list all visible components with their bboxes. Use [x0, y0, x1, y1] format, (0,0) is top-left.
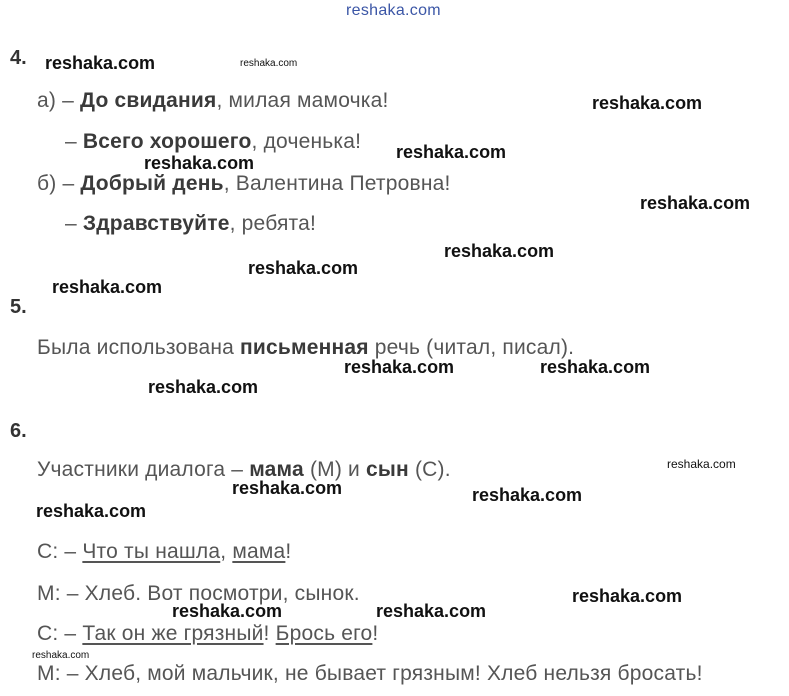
line-prefix: –: [65, 212, 83, 235]
task-4-number: 4.: [10, 47, 27, 69]
watermark: reshaka.com: [376, 601, 487, 621]
dialogue-line-2: М: – Хлеб. Вот посмотри, сынок.: [37, 582, 360, 605]
watermark: reshaka.com: [344, 357, 455, 377]
underlined-phrase: Так он же грязный: [82, 622, 264, 645]
watermark: reshaka.com: [240, 58, 298, 69]
watermark: reshaka.com: [472, 485, 583, 505]
dialogue-line-4: М: – Хлеб, мой мальчик, не бывает грязным! Хлеб нельзя бросать!: [37, 662, 703, 685]
speaker-prefix: С: –: [37, 540, 83, 563]
bold-word: письменная: [240, 336, 369, 359]
underlined-phrase: Что ты нашла: [82, 540, 221, 563]
site-header-watermark: reshaka.com: [346, 2, 441, 19]
watermark: reshaka.com: [172, 601, 283, 621]
separator: ,: [220, 540, 233, 563]
speaker-prefix: С: –: [37, 622, 83, 645]
task-4-line-b-reply: [65, 212, 316, 236]
watermark: reshaka.com: [572, 586, 683, 606]
line-rest: , ребята!: [229, 212, 317, 235]
task-5-number: 5.: [10, 296, 27, 318]
line-end: !: [285, 540, 292, 563]
line-prefix: а) –: [37, 89, 81, 112]
text-before: Была использована: [37, 336, 241, 359]
bold-phrase: Всего хорошего: [82, 130, 252, 153]
dialogue-line-3: [37, 622, 378, 646]
underlined-phrase: Брось его: [275, 622, 373, 645]
text-before: Участники диалога –: [37, 458, 250, 481]
task-4-line-b: [37, 172, 451, 196]
bold-phrase: Здравствуйте: [82, 212, 230, 235]
task-4-line-a: [37, 89, 389, 113]
watermark: reshaka.com: [36, 501, 147, 521]
bold-word-son: сын: [366, 458, 409, 481]
line-rest: , милая мамочка!: [216, 89, 389, 112]
dialogue-line-1: [37, 540, 291, 564]
watermark: reshaka.com: [592, 93, 703, 113]
watermark: reshaka.com: [45, 53, 156, 73]
text-after: (С).: [408, 458, 451, 481]
line-prefix: –: [65, 130, 83, 153]
bold-phrase: До свидания: [80, 89, 217, 112]
text-mid: (М) и: [303, 458, 367, 481]
bold-word-mom: мама: [249, 458, 304, 481]
task-4-line-a-reply: [65, 130, 361, 154]
line-rest: , Валентина Петровна!: [223, 172, 451, 195]
underlined-phrase: мама: [232, 540, 286, 563]
line-end: !: [372, 622, 379, 645]
text-after: речь (читал, писал).: [368, 336, 575, 359]
watermark: reshaka.com: [148, 377, 259, 397]
watermark: reshaka.com: [667, 457, 736, 471]
watermark: reshaka.com: [232, 478, 343, 498]
watermark: reshaka.com: [396, 142, 507, 162]
task-5-answer: [37, 336, 574, 360]
bold-phrase: Добрый день: [80, 172, 224, 195]
watermark: reshaka.com: [248, 258, 359, 278]
watermark: reshaka.com: [444, 241, 555, 261]
separator: !: [263, 622, 276, 645]
watermark: reshaka.com: [32, 650, 90, 661]
watermark: reshaka.com: [144, 153, 255, 173]
watermark: reshaka.com: [540, 357, 651, 377]
task-6-number: 6.: [10, 420, 27, 442]
watermark: reshaka.com: [640, 193, 751, 213]
line-rest: , доченька!: [251, 130, 362, 153]
watermark: reshaka.com: [52, 277, 163, 297]
line-prefix: б) –: [37, 172, 81, 195]
